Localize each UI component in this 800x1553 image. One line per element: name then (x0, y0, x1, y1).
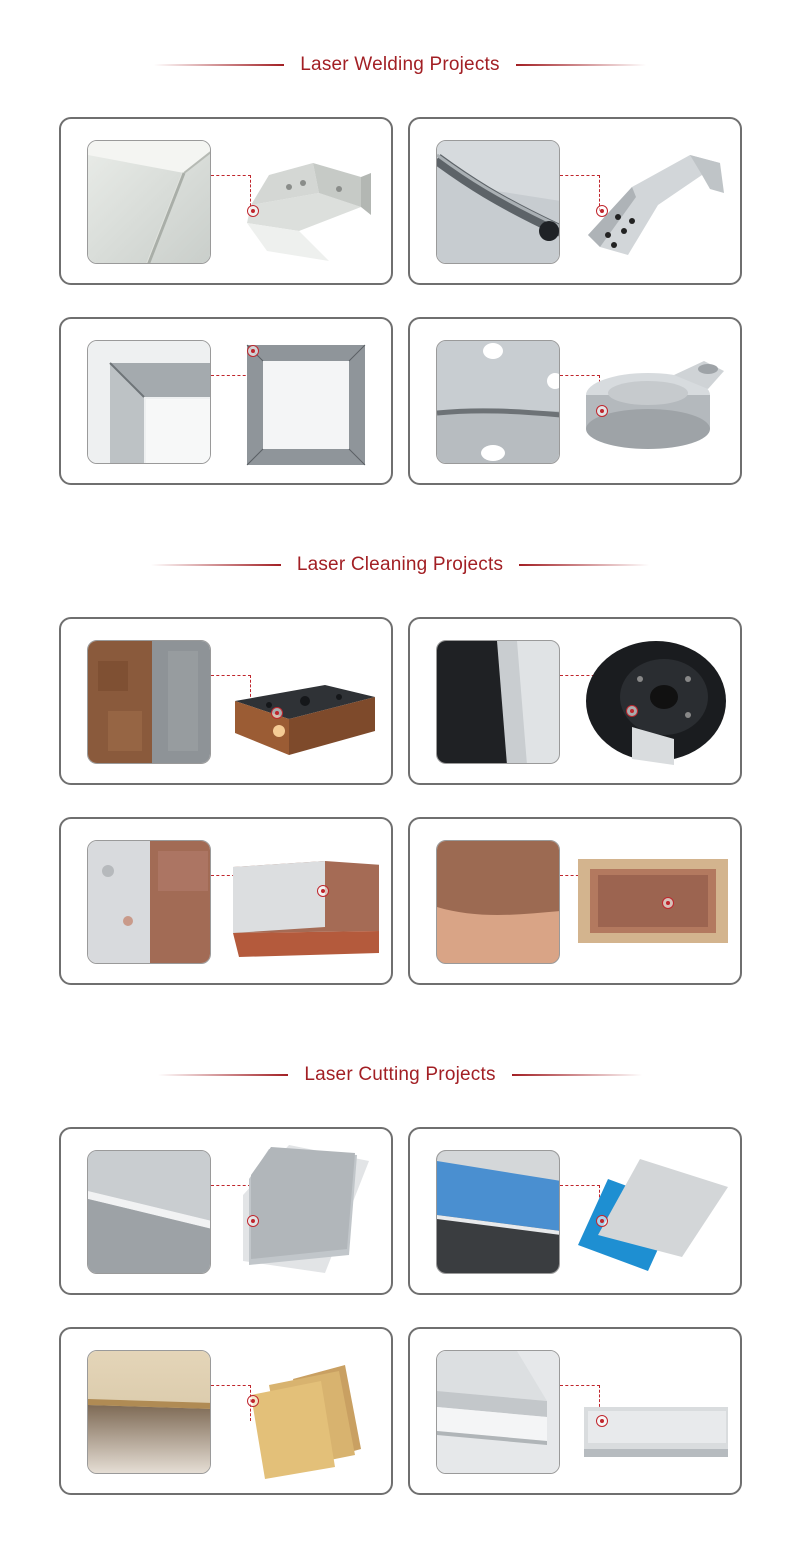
section-heading: Laser Cutting Projects (304, 1064, 496, 1085)
target-marker-icon (247, 1215, 259, 1227)
title-divider-left (154, 64, 284, 66)
title-divider-left (151, 564, 281, 566)
title-divider-right (516, 64, 646, 66)
target-marker-icon (596, 1215, 608, 1227)
project-card-cutting-coated-sheet (408, 1127, 742, 1295)
cut-steel-sheets-product-image (229, 1145, 379, 1279)
weld-seam-closeup-image (87, 140, 211, 264)
project-card-cutting-brass-sheet (59, 1327, 393, 1495)
cut-brass-sheets-product-image (229, 1345, 379, 1479)
aluminum-plate-edge-closeup-image (436, 1350, 560, 1474)
target-marker-icon (271, 707, 283, 719)
project-card-cleaning-wheel (408, 617, 742, 785)
steel-sheet-edge-closeup-image (87, 1150, 211, 1274)
paint-removal-closeup-image (436, 640, 560, 764)
section-title-cutting (0, 1060, 800, 1090)
project-card-welding-bracket (59, 117, 393, 285)
project-card-cleaning-brick (59, 817, 393, 985)
project-card-cleaning-tray (408, 817, 742, 985)
rust-removal-closeup-image (87, 640, 211, 764)
stone-cleaning-closeup-image (87, 840, 211, 964)
cut-aluminum-plate-product-image (578, 1345, 728, 1479)
cleaned-brick-product-image (229, 835, 379, 969)
target-marker-icon (247, 1395, 259, 1407)
project-card-welding-arm (408, 117, 742, 285)
project-card-cleaning-block (59, 617, 393, 785)
target-marker-icon (317, 885, 329, 897)
project-card-welding-frame (59, 317, 393, 485)
frame-corner-closeup-image (87, 340, 211, 464)
cut-coated-sheet-product-image (578, 1145, 728, 1279)
title-divider-right (512, 1074, 642, 1076)
project-card-welding-housing (408, 317, 742, 485)
target-marker-icon (626, 705, 638, 717)
welded-housing-product-image (578, 335, 728, 469)
target-marker-icon (247, 345, 259, 357)
section-heading: Laser Welding Projects (300, 54, 500, 75)
cleaned-wheel-rim-product-image (578, 635, 728, 769)
copper-cleaning-closeup-image (436, 840, 560, 964)
section-title-cleaning (0, 550, 800, 580)
brass-sheet-edge-closeup-image (87, 1350, 211, 1474)
title-divider-right (519, 564, 649, 566)
section-title-welding (0, 50, 800, 80)
target-marker-icon (596, 205, 608, 217)
target-marker-icon (662, 897, 674, 909)
welded-arm-product-image (578, 135, 728, 269)
coated-sheet-edge-closeup-image (436, 1150, 560, 1274)
housing-seam-closeup-image (436, 340, 560, 464)
target-marker-icon (596, 1415, 608, 1427)
project-card-cutting-aluminum-plate (408, 1327, 742, 1495)
welded-bracket-product-image (229, 135, 379, 269)
section-heading: Laser Cleaning Projects (296, 554, 504, 575)
project-card-cutting-steel-sheet (59, 1127, 393, 1295)
target-marker-icon (596, 405, 608, 417)
weld-bead-closeup-image (436, 140, 560, 264)
target-marker-icon (247, 205, 259, 217)
title-divider-left (158, 1074, 288, 1076)
cleaned-copper-tray-product-image (578, 835, 728, 969)
cleaned-steel-block-product-image (229, 635, 379, 769)
